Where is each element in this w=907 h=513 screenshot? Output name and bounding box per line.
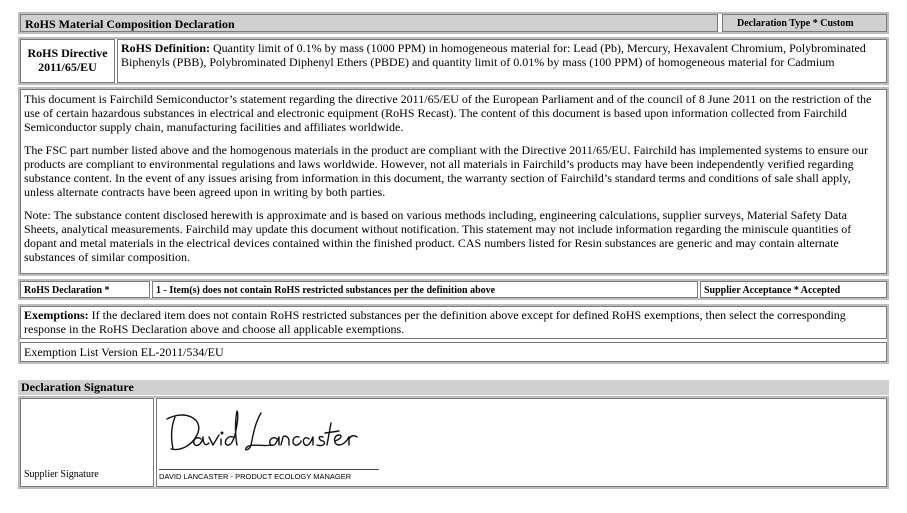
statement-paragraph-2: The FSC part number listed above and the homogenous materials in the product are compliant with the Directive 2011/65/EU. Fairchild has implemented systems to ensure our products are compliant to environmental regulations and laws worldwide. However, not all materials in Fairchild’s products may have been independently verified regarding substance content. In the event of any issues arising from information in this document, the warranty section of Fairchild’s standard terms and conditions of sale shall apply, unless alternate contracts have been agreed upon in writing by both parties.	[24, 143, 869, 199]
signature-underline	[159, 469, 379, 470]
supplier-signature-label: Supplier Signature	[24, 469, 99, 480]
definition-text: Quantity limit of 0.1% by mass (1000 PPM) in homogeneous material for: Lead (Pb), Mercury, Hexavalent Chromium, Polybrominated Biphenyls (PBB), Polybrominated Diphenyl Ethers (PBDE) and quantity limit of 0.01% by mass (100 PPM) of homogeneous material for Cadmium	[121, 41, 866, 69]
supplier-signature-cell	[20, 398, 154, 487]
exemption-list-version: Exemption List Version EL-2011/534/EU	[20, 342, 887, 362]
definition-label: RoHS Definition:	[121, 41, 211, 55]
declaration-type: Declaration Type * Custom	[722, 14, 887, 32]
signer-name-title: DAVID LANCASTER - PRODUCT ECOLOGY MANAGER	[159, 472, 352, 481]
exemptions-description: If the declared item does not contain RoHS restricted substances per the definition above except for defined RoHS exemptions, then select the corresponding response in the RoHS Declaration above and choose all applicable exemptions.	[24, 308, 846, 336]
statement-body	[20, 89, 887, 274]
signature-section-title: Declaration Signature	[18, 380, 889, 395]
document-title: RoHS Material Composition Declaration	[20, 14, 718, 32]
rohs-declaration-label: RoHS Declaration *	[20, 281, 150, 298]
supplier-acceptance: Supplier Acceptance * Accepted	[700, 281, 887, 298]
statement-paragraph-1: This document is Fairchild Semiconductor’s statement regarding the directive 2011/65/EU of the European Parliament and of the council of 8 June 2011 on the restriction of the use of certain hazardous substances in electrical and electronic equipment (RoHS Recast). The content of this document is based upon information collected from Fairchild Semiconductor supply chain, manufacturing facilities and affiliates worldwide.	[24, 92, 872, 134]
rohs-declaration-value: 1 - Item(s) does not contain RoHS restricted substances per the definition above	[152, 281, 698, 298]
handwritten-signature	[163, 405, 363, 459]
rohs-definition	[117, 39, 887, 83]
exemptions-text	[20, 306, 887, 339]
statement-paragraph-3: Note: The substance content disclosed herewith is approximate and is based on various methods including, engineering calculations, supplier surveys, Material Safety Data Sheets, analytical measurements. Fairchild may update this document without notification. This statement may not include information regarding the miniscule quantities of dopant and metal materials in the electrical devices contained within the finished product. CAS numbers listed for Resin substances are generic and may contain alternate substances of similar composition.	[24, 208, 852, 264]
signature-cell	[156, 398, 887, 487]
exemptions-label: Exemptions:	[24, 308, 89, 322]
rohs-directive: RoHS Directive 2011/65/EU	[20, 39, 115, 83]
